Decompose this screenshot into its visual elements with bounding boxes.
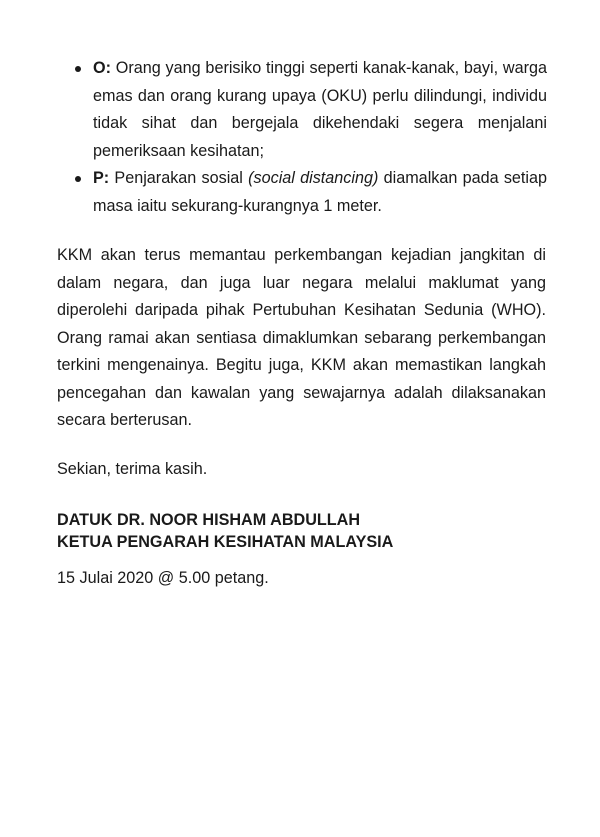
signatory-title: KETUA PENGARAH KESIHATAN MALAYSIA: [57, 533, 394, 551]
guideline-bullet-list: [57, 55, 547, 220]
bullet-italic-term: (social distancing): [248, 169, 379, 187]
bullet-text-before: Penjarakan sosial: [109, 169, 249, 187]
kkm-monitoring-paragraph: KKM akan terus memantau perkembangan kejadian jangkitan di dalam negara, dan juga luar negara melalui maklumat yang diperolehi daripada pihak Pertubuhan Kesihatan Sedunia (WHO). Orang ramai akan sentiasa dimaklumkan sebarang perkembangan terkini mengenainya. Begitu juga, KKM akan memastikan langkah pencegahan dan kawalan yang sewajarnya adalah dilaksanakan secara berterusan.: [57, 246, 546, 429]
bullet-key: O:: [93, 59, 111, 77]
bullet-dot-icon: [75, 176, 81, 182]
signatory-name: DATUK DR. NOOR HISHAM ABDULLAH: [57, 511, 361, 529]
bullet-dot-icon: [75, 66, 81, 72]
bullet-item-o: [57, 55, 547, 165]
release-date: 15 Julai 2020 @ 5.00 petang.: [57, 569, 269, 587]
bullet-text-after: diamalkan pada setiap masa iaitu sekurang-kurangnya 1 meter.: [93, 169, 548, 215]
closing-text: Sekian, terima kasih.: [57, 460, 208, 478]
bullet-key: P:: [93, 169, 110, 187]
bullet-text: Orang yang berisiko tinggi seperti kanak-kanak, bayi, warga emas dan orang kurang upaya (OKU) perlu dilindungi, individu tidak sihat dan bergejala dikehendaki segera menjalani pemeriksaan kesihatan;: [93, 59, 547, 160]
bullet-item-p: [57, 165, 547, 220]
